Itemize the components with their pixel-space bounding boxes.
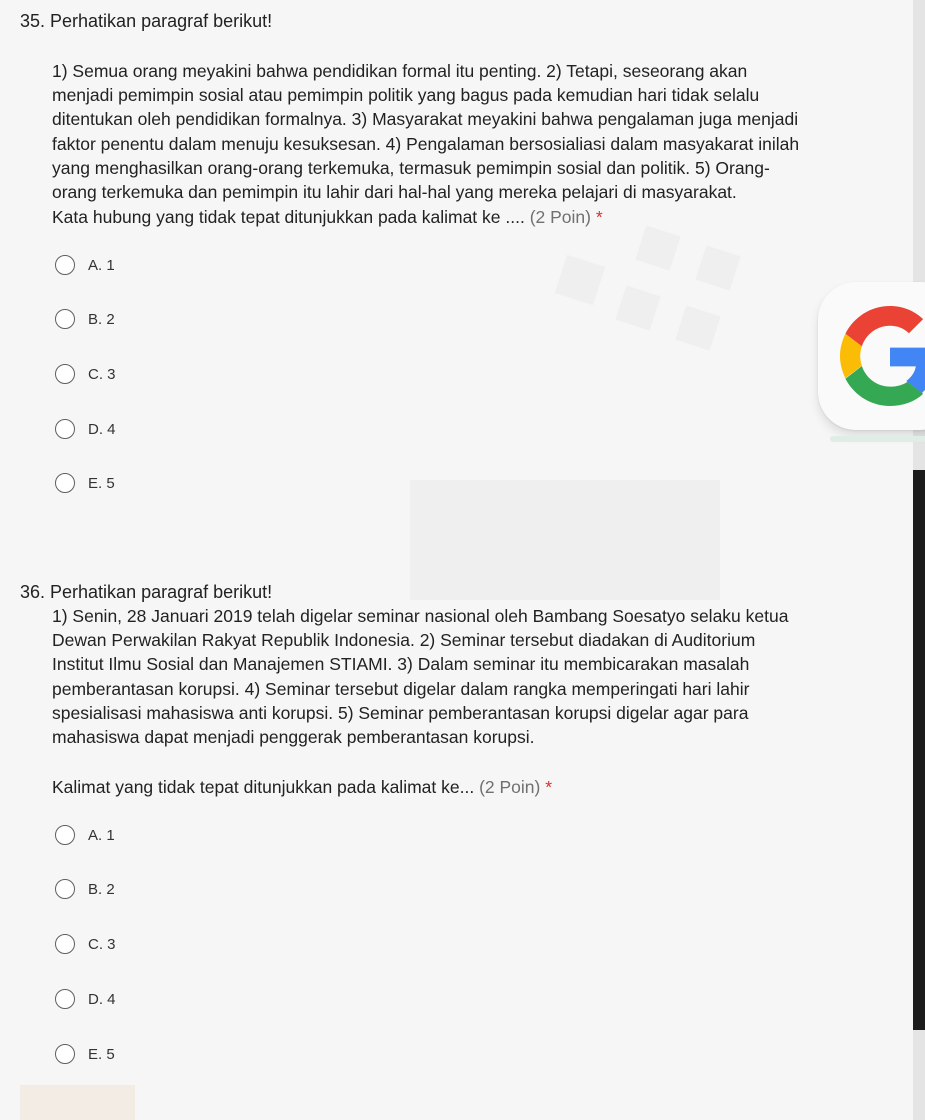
required-marker: * [595, 207, 603, 227]
paragraph-line: menjadi pemimpin sosial atau pemimpin politik yang bagus pada kemudian hari tidak selalu [52, 85, 760, 106]
option-a[interactable] [55, 823, 115, 847]
option-label: C. 3 [88, 365, 116, 383]
radio-button[interactable] [55, 879, 75, 899]
points-label: (2 Poin) [479, 777, 541, 797]
radio-button[interactable] [55, 309, 75, 329]
radio-button[interactable] [55, 989, 75, 1009]
prompt-text: Kata hubung yang tidak tepat ditunjukkan pada kalimat ke .... [52, 207, 530, 227]
prompt-text: Kalimat yang tidak tepat ditunjukkan pada kalimat ke... [52, 777, 480, 797]
option-label: B. 2 [88, 880, 115, 898]
option-b[interactable] [55, 307, 115, 331]
paragraph-line: Institut Ilmu Sosial dan Manajemen STIAMI. 3) Dalam seminar itu membicarakan masalah [52, 654, 750, 675]
option-d[interactable] [55, 417, 116, 441]
paragraph-line: ditentukan oleh pendidikan formalnya. 3) Masyarakat meyakini bahwa pengalaman juga menjadi [52, 109, 799, 130]
paragraph-line: 1) Senin, 28 Januari 2019 telah digelar seminar nasional oleh Bambang Soesatyo selaku ketua [52, 606, 789, 626]
paragraph-line: mahasiswa dapat menjadi penggerak pemberantasan korupsi. [52, 727, 535, 748]
option-label: B. 2 [88, 310, 115, 328]
radio-button[interactable] [55, 473, 75, 493]
background-decoration [675, 305, 720, 350]
question-prompt [52, 205, 872, 229]
option-d[interactable] [55, 987, 116, 1011]
option-label: A. 1 [88, 256, 115, 274]
google-logo-card [818, 282, 925, 430]
option-label: D. 4 [88, 990, 116, 1008]
background-decoration [410, 480, 720, 600]
question-paragraph [52, 59, 872, 204]
option-label: D. 4 [88, 420, 116, 438]
paragraph-line: yang menghasilkan orang-orang terkemuka, termasuk pemimpin sosial dan politik. 5) Orang- [52, 157, 770, 178]
required-marker: * [545, 777, 553, 797]
paragraph-line: faktor penentu dalam menuju kesuksesan. 4) Pengalaman bersosialiasi dalam masyakarat inilah [52, 133, 800, 154]
option-label: E. 5 [88, 474, 115, 492]
google-g-icon [840, 306, 925, 406]
paragraph-line: orang terkemuka dan pemimpin itu lahir dari hal-hal yang mereka pelajari di masyarakat. [52, 182, 737, 203]
question-title: 36. Perhatikan paragraf berikut! [20, 582, 273, 602]
option-a[interactable] [55, 253, 115, 277]
radio-button[interactable] [55, 364, 75, 384]
background-decoration [20, 1085, 135, 1120]
paragraph-line: 1) Semua orang meyakini bahwa pendidikan formal itu penting. 2) Tetapi, seseorang akan [52, 61, 748, 81]
background-decoration [555, 255, 605, 305]
dark-edge [913, 470, 925, 1030]
radio-button[interactable] [55, 1044, 75, 1064]
card-shadow [830, 436, 925, 442]
radio-button[interactable] [55, 934, 75, 954]
option-e[interactable] [55, 471, 115, 495]
question-title: 35. Perhatikan paragraf berikut! [20, 11, 273, 31]
radio-button[interactable] [55, 419, 75, 439]
option-c[interactable] [55, 362, 116, 386]
question-paragraph [52, 604, 872, 749]
paragraph-line: Dewan Perwakilan Rakyat Republik Indonesia. 2) Seminar tersebut diadakan di Auditorium [52, 630, 756, 651]
option-label: C. 3 [88, 935, 116, 953]
question-prompt [52, 775, 872, 799]
option-e[interactable] [55, 1042, 115, 1066]
radio-button[interactable] [55, 255, 75, 275]
paragraph-line: pemberantasan korupsi. 4) Seminar tersebut digelar dalam rangka memperingati hari lahir [52, 678, 750, 699]
radio-button[interactable] [55, 825, 75, 845]
points-label: (2 Poin) [529, 207, 591, 227]
option-label: A. 1 [88, 826, 115, 844]
option-c[interactable] [55, 932, 116, 956]
option-label: E. 5 [88, 1045, 115, 1063]
background-decoration [635, 225, 680, 270]
background-decoration [615, 285, 660, 330]
background-decoration [695, 245, 740, 290]
paragraph-line: spesialisasi mahasiswa anti korupsi. 5) Seminar pemberantasan korupsi digelar agar para [52, 702, 749, 723]
option-b[interactable] [55, 877, 115, 901]
